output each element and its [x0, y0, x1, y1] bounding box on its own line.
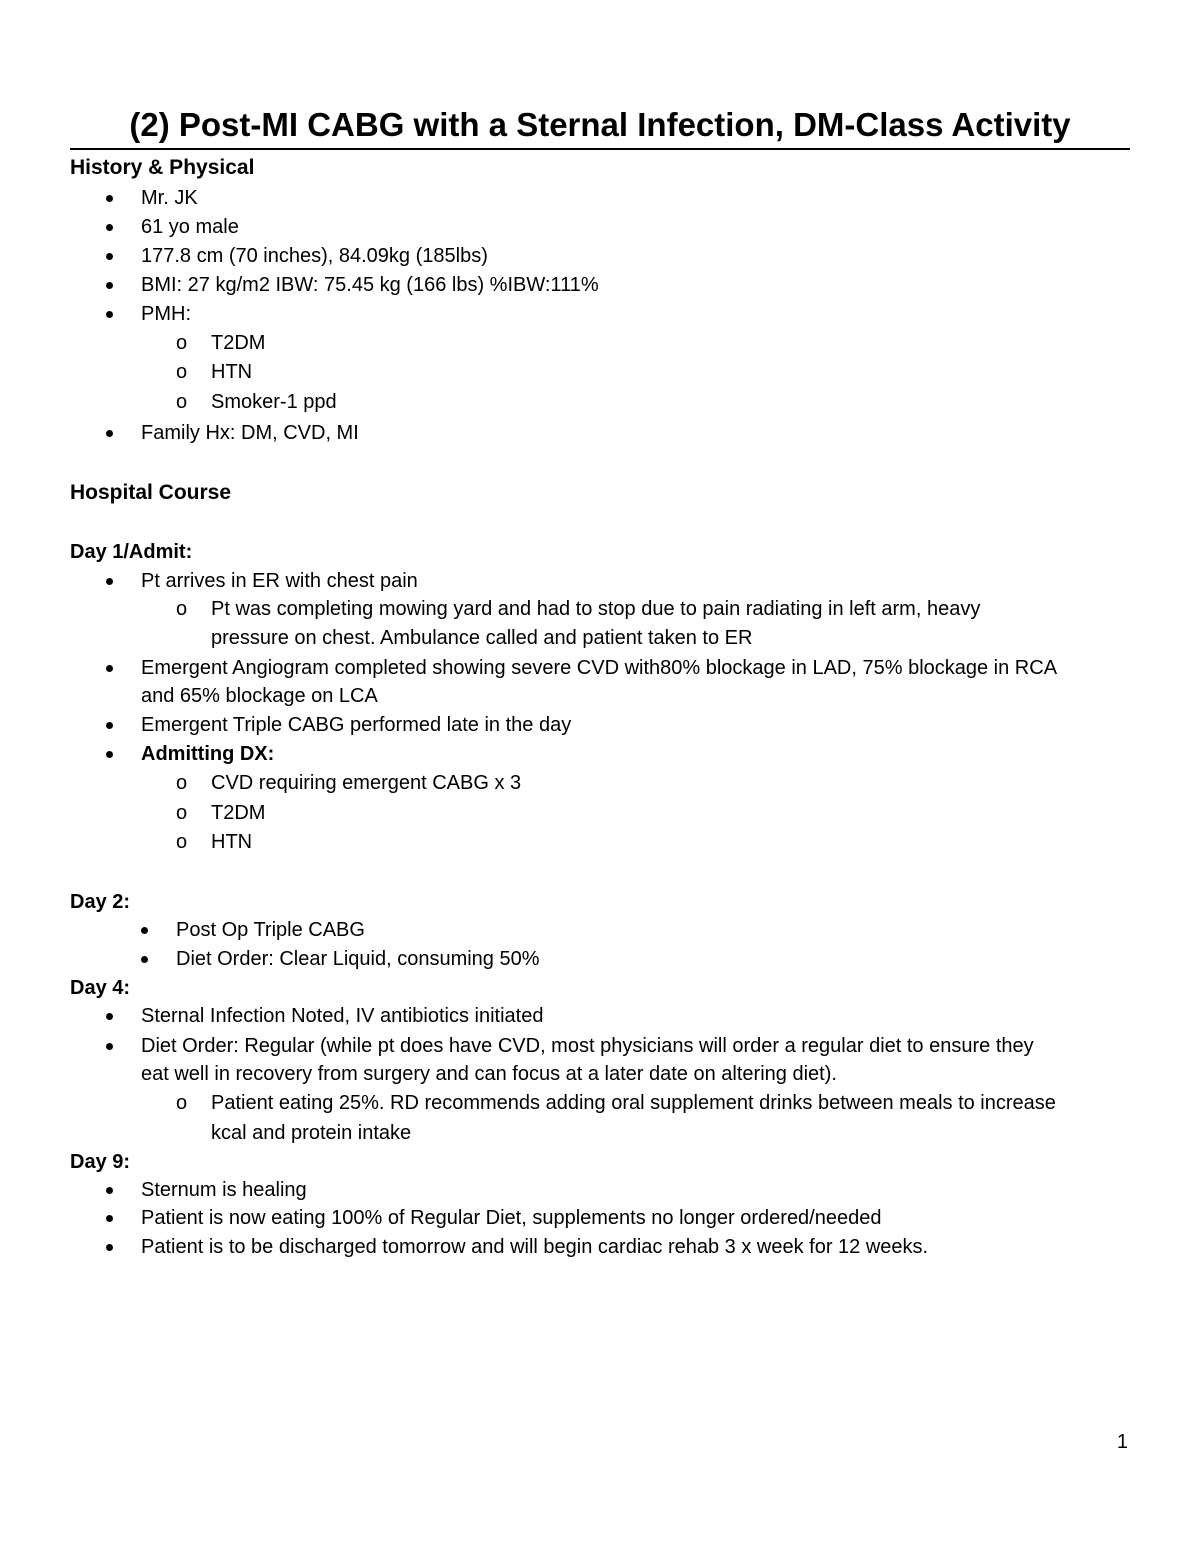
list-item: Diet Order: Clear Liquid, consuming 50%	[176, 948, 540, 970]
list-item: Emergent Angiogram completed showing severe CVD with80% blockage in LAD, 75% blockage in RCA	[141, 657, 1058, 679]
list-item-continued: and 65% blockage on LCA	[141, 685, 378, 707]
hollow-bullet-icon: o	[176, 598, 188, 620]
sub-list-item: Smoker-1 ppd	[211, 391, 337, 413]
bullet-icon	[106, 1013, 113, 1020]
hollow-bullet-icon: o	[176, 391, 188, 413]
bullet-icon	[106, 722, 113, 729]
sub-list-item: Pt was completing mowing yard and had to stop due to pain radiating in left arm, heavy	[211, 598, 981, 620]
sub-list-item: HTN	[211, 831, 253, 853]
sub-list-item: T2DM	[211, 332, 266, 354]
day-2-heading: Day 2:	[70, 891, 131, 913]
sub-list-item-continued: pressure on chest. Ambulance called and patient taken to ER	[211, 627, 753, 649]
hollow-bullet-icon: o	[176, 361, 188, 383]
bullet-icon	[106, 282, 113, 289]
sub-list-item: HTN	[211, 361, 253, 383]
bullet-icon	[106, 253, 113, 260]
list-item: PMH:	[141, 303, 191, 325]
list-item: Sternum is healing	[141, 1179, 307, 1201]
bullet-icon	[141, 956, 148, 963]
page-title: (2) Post-MI CABG with a Sternal Infection, DM-Class Activity	[129, 106, 1071, 143]
bullet-icon	[141, 927, 148, 934]
bullet-icon	[106, 1215, 113, 1222]
bullet-icon	[106, 311, 113, 318]
list-item: Emergent Triple CABG performed late in the day	[141, 714, 572, 736]
bullet-icon	[106, 578, 113, 585]
section-heading-hospital-course: Hospital Course	[70, 481, 232, 504]
list-item: Family Hx: DM, CVD, MI	[141, 422, 359, 444]
bullet-icon	[106, 1043, 113, 1050]
hollow-bullet-icon: o	[176, 802, 188, 824]
bullet-icon	[106, 1244, 113, 1251]
list-item-continued: eat well in recovery from surgery and can focus at a later date on altering diet).	[141, 1063, 837, 1085]
list-item: Patient is now eating 100% of Regular Diet, supplements no longer ordered/needed	[141, 1207, 882, 1229]
hollow-bullet-icon: o	[176, 772, 188, 794]
title-underline	[70, 148, 1130, 150]
page-number: 1	[1116, 1431, 1128, 1453]
bullet-icon	[106, 430, 113, 437]
list-item: BMI: 27 kg/m2 IBW: 75.45 kg (166 lbs) %IBW:111%	[141, 274, 599, 296]
list-item: Mr. JK	[141, 187, 198, 209]
section-heading-history-physical: History & Physical	[70, 156, 255, 179]
list-item: 177.8 cm (70 inches), 84.09kg (185lbs)	[141, 245, 488, 267]
list-item: Sternal Infection Noted, IV antibiotics initiated	[141, 1005, 544, 1027]
sub-list-item-continued: kcal and protein intake	[211, 1122, 412, 1144]
bullet-icon	[106, 665, 113, 672]
hollow-bullet-icon: o	[176, 831, 188, 853]
bullet-icon	[106, 195, 113, 202]
hollow-bullet-icon: o	[176, 1092, 188, 1114]
day-1-heading: Day 1/Admit:	[70, 541, 193, 563]
bullet-icon	[106, 224, 113, 231]
list-item: 61 yo male	[141, 216, 239, 238]
list-item: Post Op Triple CABG	[176, 919, 365, 941]
sub-list-item: T2DM	[211, 802, 266, 824]
list-item-admitting-dx: Admitting DX:	[141, 743, 275, 765]
sub-list-item: CVD requiring emergent CABG x 3	[211, 772, 522, 794]
day-4-heading: Day 4:	[70, 977, 131, 999]
day-9-heading: Day 9:	[70, 1151, 131, 1173]
list-item: Patient is to be discharged tomorrow and will begin cardiac rehab 3 x week for 12 weeks.	[141, 1236, 929, 1258]
list-item: Pt arrives in ER with chest pain	[141, 570, 418, 592]
list-item: Diet Order: Regular (while pt does have CVD, most physicians will order a regular diet to ensure they	[141, 1035, 1034, 1057]
sub-list-item: Patient eating 25%. RD recommends adding oral supplement drinks between meals to increase	[211, 1092, 1056, 1114]
bullet-icon	[106, 751, 113, 758]
hollow-bullet-icon: o	[176, 332, 188, 354]
bullet-icon	[106, 1187, 113, 1194]
